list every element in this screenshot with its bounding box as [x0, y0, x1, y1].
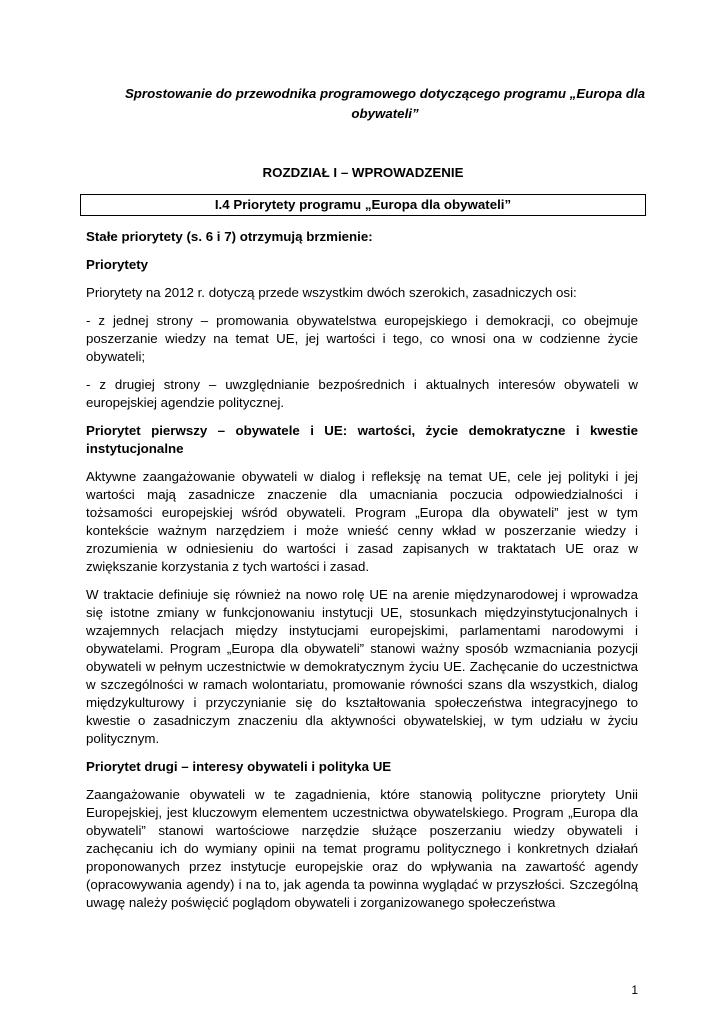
document-title: Sprostowanie do przewodnika programowego dotyczącego programu „Europa dla obywateli”	[124, 86, 646, 121]
priority-two-heading: Priorytet drugi – interesy obywateli i polityka UE	[86, 759, 392, 774]
section-box-heading: I.4 Priorytety programu „Europa dla obywateli”	[80, 194, 646, 216]
page-number: 1	[631, 983, 638, 997]
document-body	[86, 228, 638, 922]
axis-one-paragraph: - z jednej strony – promowania obywatelstwa europejskiego i demokracji, co obejmuje poszerzanie wiedzy na temat UE, jej wartości i tego, co wnosi ona w codzienne życie obywateli;	[86, 313, 638, 364]
priorities-heading: Priorytety	[86, 257, 149, 272]
priorities-intro: Priorytety na 2012 r. dotyczą przede wszystkim dwóch szerokich, zasadniczych osi:	[86, 285, 577, 300]
intro-heading: Stałe priorytety (s. 6 i 7) otrzymują brzmienie:	[86, 229, 373, 244]
priority-one-paragraph-2: W traktacie definiuje się również na nowo rolę UE na arenie międzynarodowej i wprowadza się istotne zmiany w funkcjonowaniu instytucji UE, stosunkach międzyinstytucjonalnych i wzajemnych relacjach między instytucjami europejskimi, parlamentami narodowymi i obywatelami. Program „Europa dla obywateli” stanowi ważny sposób wzmacniania pozycji obywateli w pełnym uczestnictwie w demokratycznym życiu UE. Zachęcanie do uczestnictwa w szczególności w ramach wolontariatu, promowanie równości szans dla wszystkich, dialog międzykulturowy i przyczynianie się do kształtowania społeczeństwa integracyjnego to kwestie o zasadniczym znaczeniu dla aktywności obywatelskiej, w tym udziału w życiu politycznym.	[86, 587, 638, 746]
priority-two-paragraph-1: Zaangażowanie obywateli w te zagadnienia, które stanowią polityczne priorytety Unii Europejskiej, jest kluczowym elementem uczestnictwa obywatelskiego. Program „Europa dla obywateli” stanowi wartościowe narzędzie służące poszerzaniu wiedzy obywateli i zachęcaniu ich do wymiany opinii na temat programu politycznego i konkretnych działań proponowanych przez instytucje europejskie oraz do wpływania na zawartość agendy (opracowywania agendy) i na to, jak agenda ta powinna wyglądać w przyszłości. Szczególną uwagę należy poświęcić poglądom obywateli i zorganizowanego społeczeństwa	[86, 787, 638, 910]
axis-two-paragraph: - z drugiej strony – uwzględnianie bezpośrednich i aktualnych interesów obywateli w europejskiej agendzie politycznej.	[86, 377, 638, 410]
chapter-heading: ROZDZIAŁ I – WPROWADZENIE	[262, 165, 464, 180]
priority-one-heading: Priorytet pierwszy – obywatele i UE: wartości, życie demokratyczne i kwestie instytucjonalne	[86, 423, 638, 456]
priority-one-paragraph-1: Aktywne zaangażowanie obywateli w dialog i refleksję na temat UE, cele jej polityki i jej wartości mają zasadnicze znaczenie dla umacniania poczucia odpowiedzialności i tożsamości europejskiej wśród obywateli. Program „Europa dla obywateli” jest w tym kontekście ważnym narzędziem i może wnieść cenny wkład w poszerzanie wiedzy i zrozumienia w odniesieniu do wartości i zasad zapisanych w traktatach UE oraz w zwiększanie korzystania z tych wartości i zasad.	[86, 469, 638, 574]
